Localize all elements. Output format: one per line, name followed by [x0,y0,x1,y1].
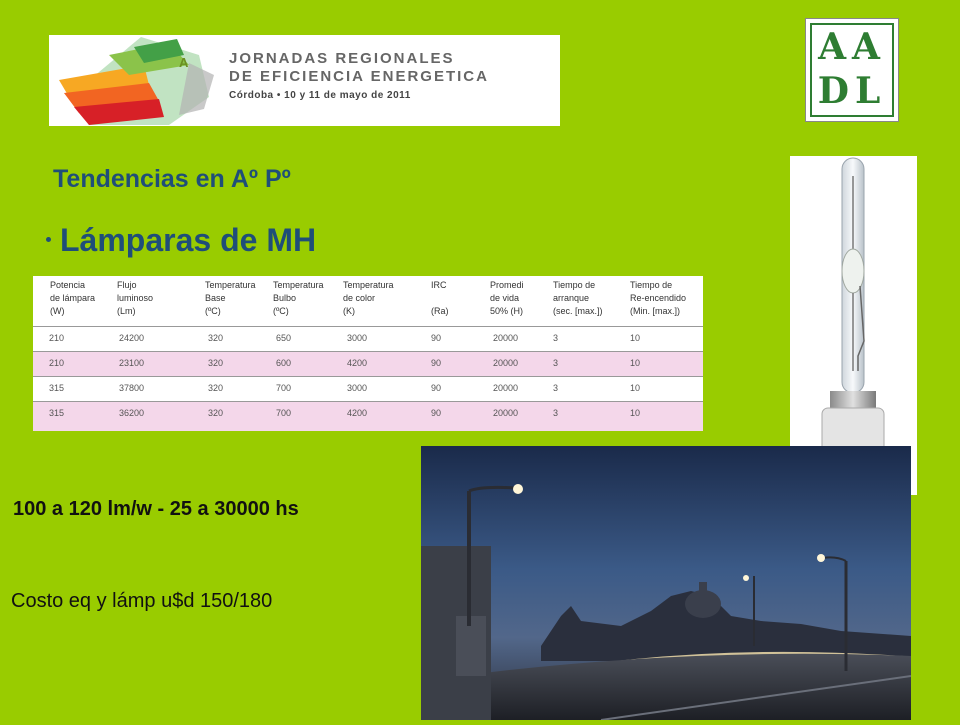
table-cell: 90 [431,358,442,368]
metal-halide-lamp-photo [790,156,917,495]
table-row [33,401,703,431]
slide-subheading: Lámparas de MH [60,222,317,258]
aadl-logo [805,18,899,122]
slide-heading: Tendencias en Aº Pº [53,165,291,193]
banner-title-line1: JORNADAS REGIONALES [229,50,455,67]
table-cell: 3 [553,333,559,343]
table-cell: 90 [431,408,442,418]
table-header-restrike: Tiempo de Re-encendido (Min. [max.]) [630,280,687,316]
banner-date: Córdoba • 10 y 11 de mayo de 2011 [229,90,411,101]
table-row [33,351,703,376]
table-cell: 4200 [347,408,368,418]
table-cell: 700 [276,383,292,393]
table-cell: 24200 [119,333,145,343]
table-cell: 10 [630,383,641,393]
event-banner-logo [49,35,560,126]
bullet-icon [46,237,51,242]
table-cell: 320 [208,408,224,418]
table-row [33,376,703,401]
table-header-bulb-temp: Temperatura Bulbo (ºC) [273,280,324,316]
table-cell: 20000 [493,383,519,393]
table-cell: 3 [553,383,559,393]
table-cell: 20000 [493,358,519,368]
table-cell: 10 [630,358,641,368]
table-cell: 36200 [119,408,145,418]
street-lighting-photo [421,446,911,720]
table-cell: 315 [49,383,65,393]
table-cell: 20000 [493,408,519,418]
table-cell: 4200 [347,358,368,368]
table-cell: 3 [553,358,559,368]
table-cell: 320 [208,358,224,368]
aadl-logo-row2: DL [817,70,887,112]
table-cell: 210 [49,358,65,368]
table-cell: 3000 [347,333,368,343]
table-header-start-time: Tiempo de arranque (sec. [max.]) [553,280,603,316]
table-header-base-temp: Temperatura Base (ºC) [205,280,256,316]
table-cell: 23100 [119,358,145,368]
table-row [33,326,703,351]
table-cell: 37800 [119,383,145,393]
cost-stat: Costo eq y lámp u$d 150/180 [11,590,273,612]
table-header-life: Promedi de vida 50% (H) [490,280,524,316]
svg-text:A: A [179,55,189,70]
banner-title-line2: DE EFICIENCIA ENERGETICA [229,68,489,85]
table-header-irc: IRC (Ra) [431,280,449,316]
table-cell: 315 [49,408,65,418]
table-header-flux: Flujo luminoso (Lm) [117,280,154,316]
table-cell: 10 [630,333,641,343]
lamp-specs-table [33,276,703,430]
table-cell: 320 [208,333,224,343]
aadl-logo-row1: AA [818,26,886,68]
table-cell: 210 [49,333,65,343]
table-cell: 600 [276,358,292,368]
table-cell: 700 [276,408,292,418]
table-header-color-temp: Temperatura de color (K) [343,280,394,316]
table-cell: 90 [431,383,442,393]
table-header-power: Potencia de lámpara (W) [50,280,96,316]
energy-hexagon-logo [49,35,229,126]
aadl-logo-frame [810,23,894,117]
table-cell: 10 [630,408,641,418]
efficiency-stat: 100 a 120 lm/w - 25 a 30000 hs [13,498,299,520]
table-cell: 3000 [347,383,368,393]
table-cell: 90 [431,333,442,343]
table-cell: 650 [276,333,292,343]
table-cell: 20000 [493,333,519,343]
table-cell: 3 [553,408,559,418]
table-cell: 320 [208,383,224,393]
